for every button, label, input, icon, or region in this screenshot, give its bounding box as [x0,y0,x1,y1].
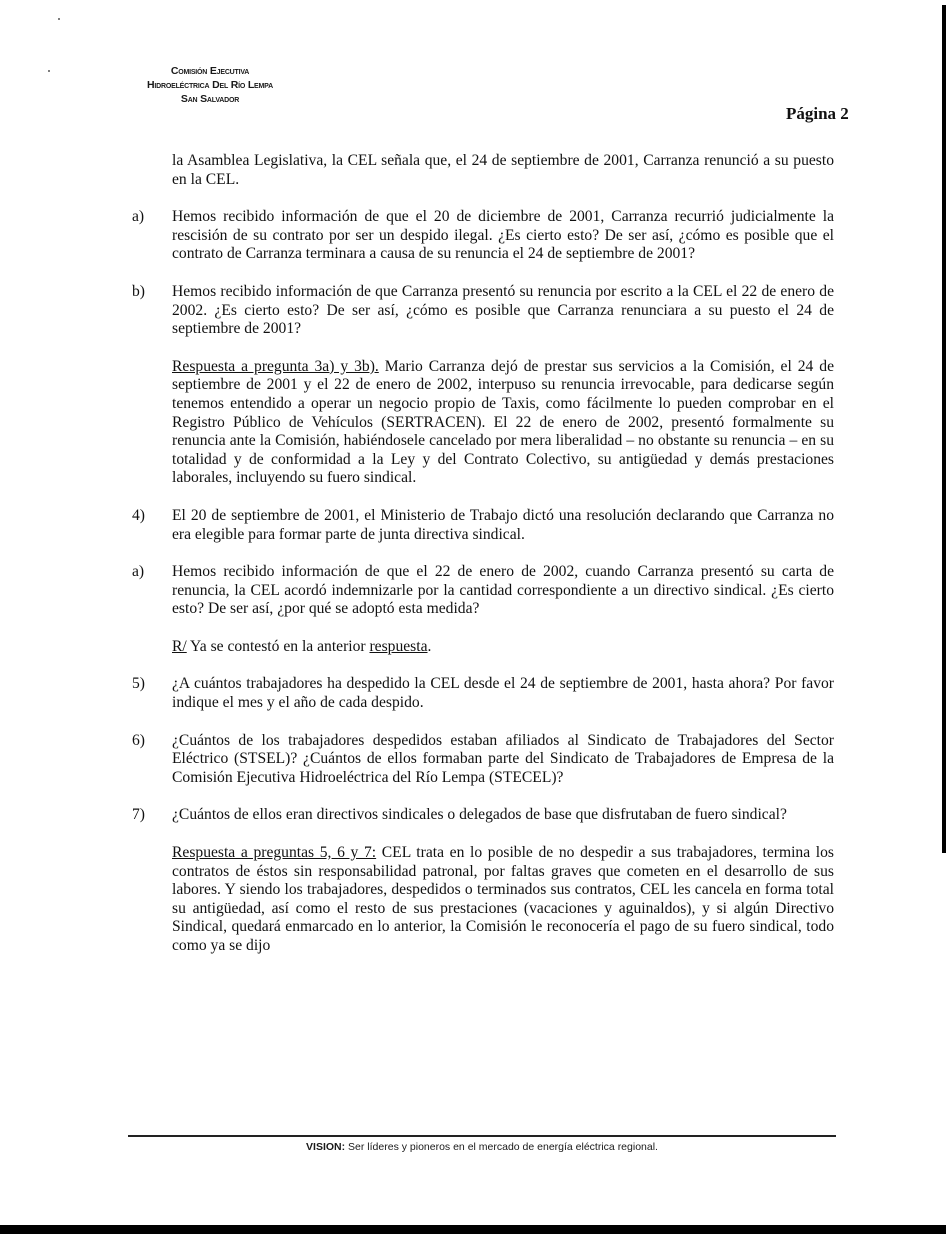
question-7 [126,806,834,825]
answer-3 [126,358,834,488]
letterhead-line-2: Hidroeléctrica Del Río Lempa [147,79,273,91]
footer-vision [128,1141,836,1153]
question-label: a) [132,563,145,581]
answer-suffix: . [427,637,432,655]
scan-edge-bottom [0,1225,946,1234]
question-label: 6) [132,731,145,749]
question-label: 4) [132,506,145,524]
answer-text: Mario Carranza dejó de prestar sus servicios a la Comisión, el 24 de septiembre de 2001 y el 22 de enero de 2002, interpuso su renuncia irrevocable, para dedicarse según tenemos entendido a operar un negocio propio de Taxis, como fácilmente lo pueden comprobar en el Registro Público de Vehículos (SERTRACEN). El 22 de enero de 2002, presentó formalmente su renuncia ante la Comisión, habiéndosele cancelado por mera liberalidad – no obstante su renuncia – en su totalidad y de conformidad a la Ley y del Contrato Colectivo, su antigüedad y demás prestaciones laborales, incluyendo su fuero sindical. [172,357,834,487]
question-text: Hemos recibido información de que Carranza presentó su renuncia por escrito a la CEL el 22 de enero de 2002. ¿Es cierto esto? De ser así, ¿cómo es posible que Carranza renunciara a su puesto el 24 de septiembre de 2001? [172,282,834,338]
question-text: ¿Cuántos de ellos eran directivos sindicales o delegados de base que disfrutaban de fuero sindical? [172,806,787,824]
answer-reference: respuesta [369,637,428,655]
answer-prefix: R/ [172,637,187,655]
scan-edge-right [942,5,946,853]
answer-text: CEL trata en lo posible de no despedir a sus trabajadores, termina los contratos de éstos sin responsabilidad patronal, por faltas graves que cometen en el desarrollo de sus labores. Y siendo los trabajadores, despedidos o terminados sus contratos, CEL les cancela en forma total su antigüedad, así como el resto de sus prestaciones (vacaciones y aguinaldos), y si algún Directivo Sindical, quedará enmarcado en lo anterior, la Comisión le reconocería el pago de su fuero sindical, todo como ya se dijo [172,844,834,954]
question-label: b) [132,282,145,300]
question-6 [126,732,834,788]
answer-text: Ya se contestó en la anterior [186,637,370,655]
question-5 [126,675,834,712]
question-text: Hemos recibido información de que el 22 de enero de 2002, cuando Carranza presentó su carta de renuncia, la CEL acordó indemnizarle por la cantidad correspondiente a un directivo sindical. ¿Es cierto esto? De ser así, ¿por qué se adoptó esta medida? [172,563,834,618]
scan-speck [48,70,50,72]
question-4 [126,507,834,544]
footer-divider [128,1135,836,1137]
question-text: Hemos recibido información de que el 20 de diciembre de 2001, Carranza recurrió judicialmente la rescisión de su contrato por ser un despido ilegal. ¿Es cierto esto? De ser así, ¿cómo es posible que el contrato de Carranza terminara a causa de su renuncia el 24 de septiembre de 2001? [172,208,834,263]
letterhead-line-3: San Salvador [180,93,240,105]
question-text: ¿A cuántos trabajadores ha despedido la CEL desde el 24 de septiembre de 2001, hasta ahora? Por favor indique el mes y el año de cada despido. [172,675,834,712]
intro-paragraph: la Asamblea Legislativa, la CEL señala que, el 24 de septiembre de 2001, Carranza renunció a su puesto en la CEL. [172,152,834,188]
letterhead-line-1: Comisión Ejecutiva [170,65,250,77]
document-body [126,152,834,956]
question-label: a) [132,208,145,226]
footer-statement: Ser líderes y pioneros en el mercado de energía eléctrica regional. [345,1141,658,1153]
question-4a [126,563,834,619]
answer-5-6-7 [126,844,834,956]
question-label: 7) [132,806,145,824]
question-3a [126,208,834,264]
answer-heading: Respuesta a preguntas 5, 6 y 7: [172,844,377,862]
scan-speck [58,18,60,20]
question-text: El 20 de septiembre de 2001, el Ministerio de Trabajo dictó una resolución declarando que Carranza no era elegible para formar parte de junta directiva sindical. [172,506,834,543]
letterhead [110,64,310,106]
footer-label: VISION: [306,1141,346,1153]
answer-4a [126,638,834,657]
question-text: ¿Cuántos de los trabajadores despedidos estaban afiliados al Sindicato de Trabajadores del Sector Eléctrico (STSEL)? ¿Cuántos de ellos formaban parte del Sindicato de Trabajadores de Empresa de la Comisión Ejecutiva Hidroeléctrica del Río Lempa (STECEL)? [172,731,834,786]
page-number: Página 2 [786,104,849,123]
answer-heading: Respuesta a pregunta 3a) y 3b). [172,357,379,375]
question-3b [126,283,834,339]
question-label: 5) [132,675,145,693]
